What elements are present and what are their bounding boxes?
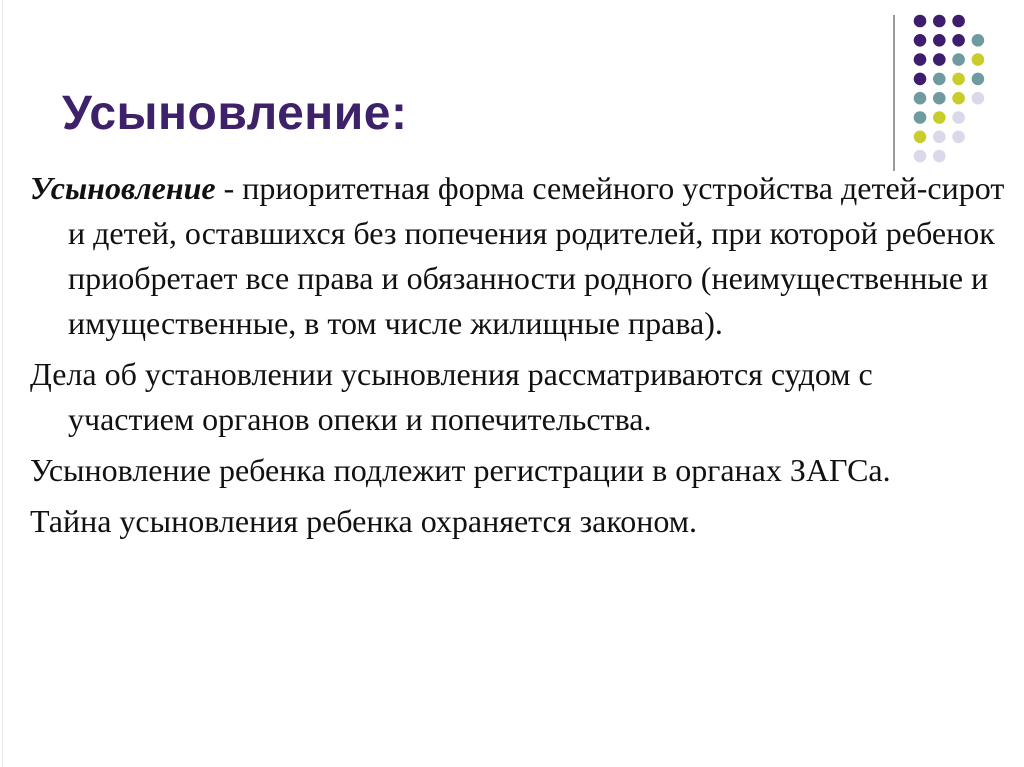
decor-dot-purple xyxy=(952,34,965,47)
decor-dot-yellow xyxy=(972,53,985,66)
decor-dot-purple xyxy=(914,53,927,66)
decor-dot-teal xyxy=(933,73,946,86)
decor-dot-purple xyxy=(914,73,927,86)
decor-dot-purple xyxy=(914,34,927,47)
paragraph-court: Дела об установлении усыновления рассматриваются судом с участием органов опеки и попечительства. xyxy=(30,356,873,437)
slide-left-border xyxy=(2,0,3,767)
decor-dot-teal xyxy=(914,111,927,124)
decor-dot-purple xyxy=(914,15,927,28)
slide-title: Усыновление: xyxy=(62,87,408,140)
decor-dot-purple xyxy=(933,15,946,28)
decor-dot-lavender xyxy=(914,150,927,163)
decor-dot-purple xyxy=(952,15,965,28)
slide-body xyxy=(30,166,1005,550)
paragraph-definition xyxy=(30,166,1005,346)
decor-dot-teal xyxy=(972,34,985,47)
decor-dot-lavender xyxy=(952,131,965,144)
decor-dot-lavender xyxy=(933,150,946,163)
definition-text: - приоритетная форма семейного устройства детей-сирот и детей, оставшихся без попечения родителей, при которой ребенок приобретает все права и обязанности родного (неимущественные и имущественные, в том числе жилищные права). xyxy=(68,170,1005,341)
defined-term: Усыновление xyxy=(30,170,216,206)
decor-dot-teal xyxy=(933,92,946,105)
paragraph-registration: Усыновление ребенка подлежит регистрации в органах ЗАГСа. xyxy=(30,452,891,488)
decor-dot-lavender xyxy=(952,111,965,124)
decor-dot-lavender xyxy=(972,92,985,105)
decor-dot-yellow xyxy=(952,73,965,86)
paragraph-secrecy: Тайна усыновления ребенка охраняется законом. xyxy=(30,503,697,539)
decorative-vertical-line xyxy=(893,15,895,171)
decor-dot-purple xyxy=(933,34,946,47)
decor-dot-yellow xyxy=(933,111,946,124)
decor-dot-teal xyxy=(952,53,965,66)
decor-dot-teal xyxy=(914,92,927,105)
decor-dot-purple xyxy=(933,53,946,66)
decor-dot-teal xyxy=(972,73,985,86)
decor-dot-lavender xyxy=(933,131,946,144)
decor-dot-yellow xyxy=(952,92,965,105)
decor-dot-yellow xyxy=(914,131,927,144)
